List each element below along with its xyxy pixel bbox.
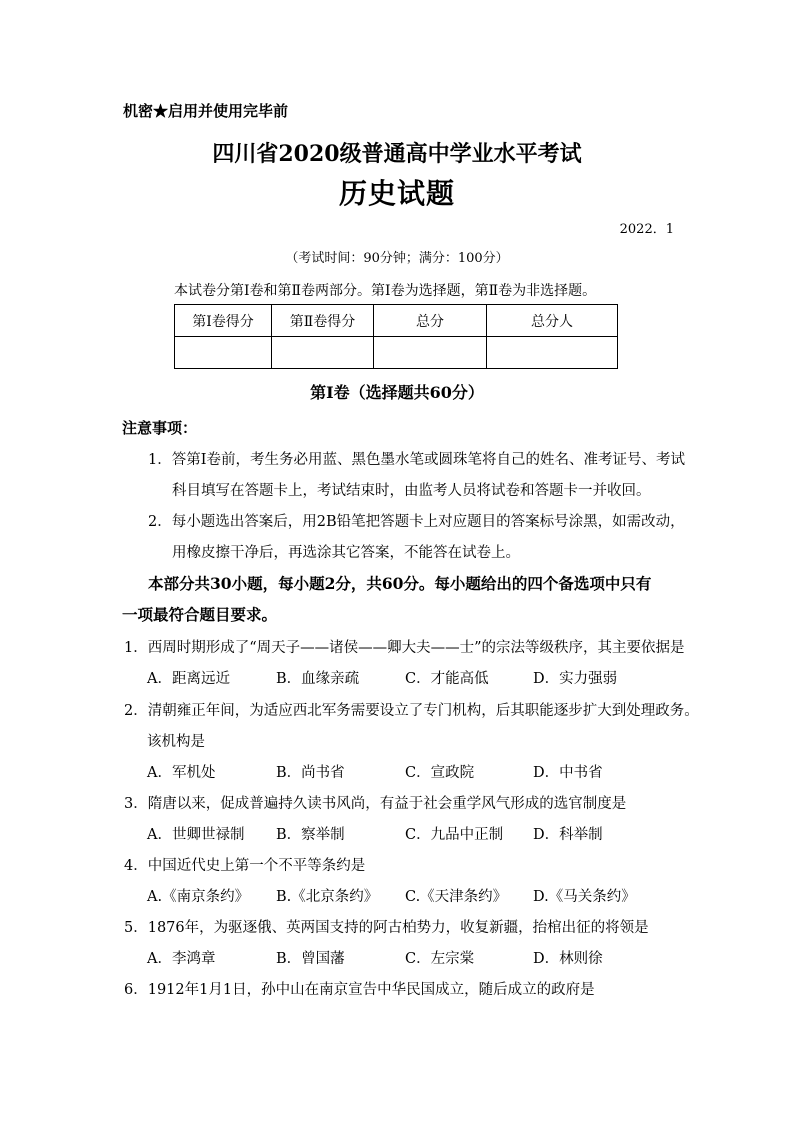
question-1-option-c[interactable]: C．才能高低 [405, 671, 489, 687]
question-5-option-a[interactable]: A．李鸿章 [147, 951, 216, 967]
notice-title: 注意事项： [122, 419, 198, 437]
question-5-option-c[interactable]: C．左宗棠 [405, 951, 475, 967]
time-info: （考试时间：90分钟；满分：100分） [285, 251, 509, 266]
question-4-option-b[interactable]: B.《北京条约》 [276, 889, 379, 905]
question-1-option-b[interactable]: B．血缘亲疏 [276, 671, 360, 687]
question-2-stem-cont: 该机构是 [147, 734, 205, 750]
score-header-part1: 第Ⅰ卷得分 [175, 305, 272, 337]
question-6-stem: 6．1912年1月1日，孙中山在南京宣告中华民国成立，随后成立的政府是 [124, 982, 595, 998]
question-2-stem: 2．清朝雍正年间，为适应西北军务需要设立了专门机构，后其职能逐步扩大到处理政务。 [124, 703, 699, 719]
question-2-option-c[interactable]: C．宣政院 [405, 765, 475, 781]
question-3-option-d[interactable]: D．科举制 [533, 827, 603, 843]
score-table-header-row [175, 305, 618, 337]
notice-2-line1: 2．每小题选出答案后，用2B铅笔把答题卡上对应题目的答案标号涂黑，如需改动， [148, 514, 685, 530]
score-header-total: 总分 [374, 305, 487, 337]
score-table [174, 304, 618, 369]
notice-1-line2: 科目填写在答题卡上，考试结束时，由监考人员将试卷和答题卡一并收回。 [172, 483, 651, 499]
question-3-stem: 3．隋唐以来，促成普遍持久读书风尚，有益于社会重学风气形成的选官制度是 [124, 796, 627, 812]
score-cell-part1[interactable] [175, 337, 272, 369]
exam-title: 四川省2020级普通高中学业水平考试 [212, 141, 582, 167]
score-cell-grader[interactable] [487, 337, 618, 369]
exam-date: 2022．1 [619, 222, 674, 237]
question-3-option-b[interactable]: B．察举制 [276, 827, 345, 843]
intro-text: 本试卷分第Ⅰ卷和第Ⅱ卷两部分。第Ⅰ卷为选择题，第Ⅱ卷为非选择题。 [174, 283, 597, 299]
score-cell-part2[interactable] [272, 337, 374, 369]
score-header-part2: 第Ⅱ卷得分 [272, 305, 374, 337]
question-4-option-c[interactable]: C.《天津条约》 [405, 889, 508, 905]
instruction-line2: 一项最符合题目要求。 [122, 605, 278, 624]
question-1-stem: 1．西周时期形成了“周天子——诸侯——卿大夫——士”的宗法等级秩序，其主要依据是 [124, 640, 685, 656]
score-header-grader: 总分人 [487, 305, 618, 337]
question-4-option-a[interactable]: A.《南京条约》 [147, 889, 250, 905]
confidential-label: 机密★启用并使用完毕前 [123, 102, 289, 120]
question-4-stem: 4．中国近代史上第一个不平等条约是 [124, 858, 366, 874]
question-1-option-a[interactable]: A．距离远近 [147, 671, 230, 687]
question-5-option-b[interactable]: B．曾国藩 [276, 951, 345, 967]
question-3-option-c[interactable]: C．九品中正制 [405, 827, 504, 843]
question-5-stem: 5．1876年，为驱逐俄、英两国支持的阿古柏势力，收复新疆，抬棺出征的将领是 [124, 920, 649, 936]
question-2-option-b[interactable]: B．尚书省 [276, 765, 345, 781]
question-5-option-d[interactable]: D．林则徐 [533, 951, 603, 967]
question-1-option-d[interactable]: D．实力强弱 [533, 671, 618, 687]
question-2-option-d[interactable]: D．中书省 [533, 765, 603, 781]
question-4-option-d[interactable]: D.《马关条约》 [533, 889, 636, 905]
subject-title: 历史试题 [338, 177, 455, 210]
score-table-value-row [175, 337, 618, 369]
notice-2-line2: 用橡皮擦干净后，再选涂其它答案，不能答在试卷上。 [172, 545, 520, 561]
notice-1-line1: 1．答第Ⅰ卷前，考生务必用蓝、黑色墨水笔或圆珠笔将自己的姓名、准考证号、考试 [148, 452, 685, 468]
question-2-option-a[interactable]: A．军机处 [147, 765, 216, 781]
section-title: 第Ⅰ卷（选择题共60分） [310, 383, 484, 402]
instruction-line1: 本部分共30小题，每小题2分，共60分。每小题给出的四个备选项中只有 [148, 574, 652, 593]
score-cell-total[interactable] [374, 337, 487, 369]
question-3-option-a[interactable]: A．世卿世禄制 [147, 827, 245, 843]
